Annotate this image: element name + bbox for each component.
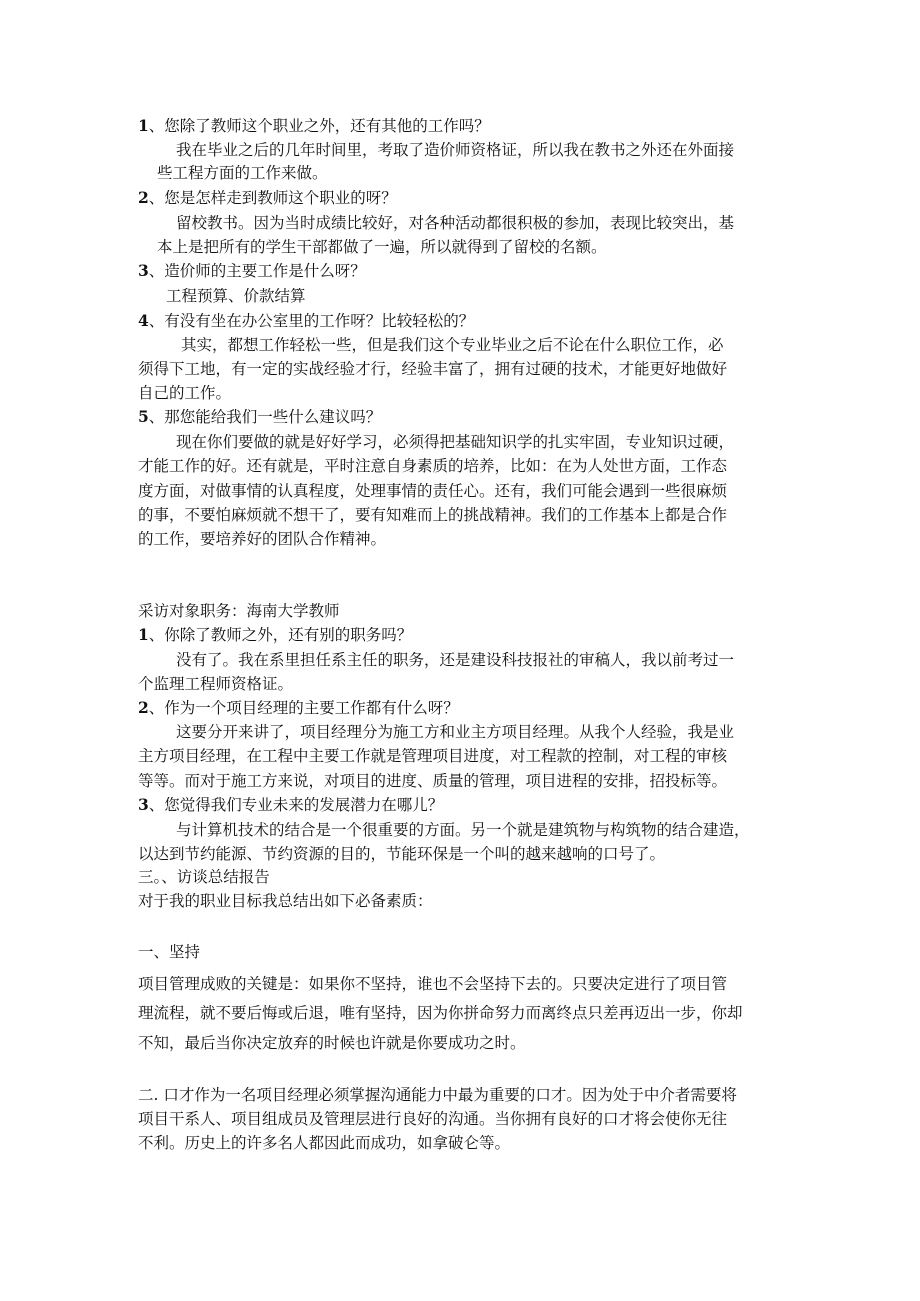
quality-2-line-2: 项目干系人、项目组成员及管理层进行良好的沟通。当你拥有良好的口才将会使你无往 — [138, 1110, 728, 1128]
question-text: 、您是怎样走到教师这个职业的呀？ — [148, 189, 397, 207]
question-2-1 — [138, 623, 412, 645]
question-text: 、造价师的主要工作是什么呀？ — [148, 262, 366, 280]
answer-2-2-line-3: 等等。而对于施工方来说，对项目的进度、质量的管理，项目进程的安排，招投标等。 — [138, 772, 728, 790]
question-2-2 — [138, 696, 459, 718]
answer-5-line-5: 的工作，要培养好的团队合作精神。 — [138, 530, 387, 548]
question-number: 3 — [138, 795, 149, 814]
answer-4-line-3: 自己的工作。 — [138, 384, 232, 402]
answer-2-line-2: 本上是把所有的学生干部都做了一遍，所以就得到了留校的名额。 — [157, 238, 607, 256]
answer-5-line-3: 度方面，对做事情的认真程度，处理事情的责任心。还有，我们可能会遇到一些很麻烦 — [138, 482, 728, 500]
question-3 — [138, 259, 366, 281]
answer-3: 工程预算、价款结算 — [166, 287, 306, 305]
interviewee-title: 采访对象职务：海南大学教师 — [138, 602, 340, 620]
quality-1-line-1: 项目管理成败的关键是：如果你不坚持，谁也不会坚持下去的。只要决定进行了项目管 — [138, 975, 728, 993]
quality-1-title: 一、坚持 — [138, 943, 201, 961]
answer-2-3-line-2: 以达到节约能源、节约资源的目的，节能环保是一个叫的越来越响的口号了。 — [138, 845, 666, 863]
question-text: 、您除了教师这个职业之外，还有其他的工作吗？ — [148, 117, 490, 135]
quality-1-line-3: 不知，最后当你决定放弃的时候也许就是你要成功之时。 — [138, 1034, 526, 1052]
question-number: 1 — [138, 116, 149, 135]
answer-4-line-1: 其实，都想工作轻松一些，但是我们这个专业毕业之后不论在什么职位工作，必 — [181, 336, 724, 354]
answer-5-line-1: 现在你们要做的就是好好学习，必须得把基础知识学的扎实牢固，专业知识过硬， — [176, 433, 735, 451]
question-number: 4 — [138, 311, 149, 330]
quality-1-line-2: 理流程，就不要后悔或后退，唯有坚持，因为你拼命努力而离终点只差再迈出一步，你却 — [138, 1004, 743, 1022]
quality-2-line-3: 不利。历史上的许多名人都因此而成功，如拿破仑等。 — [138, 1134, 511, 1152]
question-2 — [138, 186, 397, 208]
question-text: 、那您能给我们一些什么建议吗？ — [148, 408, 382, 426]
answer-2-2-line-1: 这要分开来讲了，项目经理分为施工方和业主方项目经理。从我个人经验，我是业 — [176, 723, 735, 741]
question-1 — [138, 114, 490, 136]
question-text: 、你除了教师之外，还有别的职务吗？ — [148, 626, 413, 644]
question-2-3 — [138, 793, 443, 815]
answer-2-1-line-2: 个监理工程师资格证。 — [138, 675, 294, 693]
question-number: 2 — [138, 188, 149, 207]
question-text: 、您觉得我们专业未来的发展潜力在哪儿？ — [148, 796, 444, 814]
question-number: 5 — [138, 407, 149, 426]
answer-1-line-2: 些工程方面的工作来做。 — [157, 164, 328, 182]
question-number: 2 — [138, 698, 149, 717]
summary-intro: 对于我的职业目标我总结出如下必备素质： — [138, 892, 433, 910]
answer-4-line-2: 须得下工地，有一定的实战经验才行，经验丰富了，拥有过硬的技术，才能更好地做好 — [138, 360, 728, 378]
question-number: 1 — [138, 625, 149, 644]
answer-5-line-4: 的事，不要怕麻烦就不想干了，要有知难而上的挑战精神。我们的工作基本上都是合作 — [138, 506, 728, 524]
question-text: 、作为一个项目经理的主要工作都有什么呀？ — [148, 699, 459, 717]
answer-1-line-1: 我在毕业之后的几年时间里，考取了造价师资格证，所以我在教书之外还在外面接 — [176, 141, 735, 159]
question-5 — [138, 405, 381, 427]
answer-2-line-1: 留校教书。因为当时成绩比较好，对各种活动都很积极的参加，表现比较突出，基 — [176, 214, 735, 232]
question-4 — [138, 309, 474, 331]
answer-2-3-line-1: 与计算机技术的结合是一个很重要的方面。另一个就是建筑物与构筑物的结合建造， — [176, 821, 750, 839]
answer-2-2-line-2: 主方项目经理，在工程中主要工作就是管理项目进度，对工程款的控制，对工程的审核 — [138, 747, 728, 765]
summary-heading: 三。、访谈总结报告 — [138, 868, 270, 886]
answer-2-1-line-1: 没有了。我在系里担任系主任的职务，还是建设科技报社的审稿人，我以前考过一 — [176, 651, 735, 669]
question-number: 3 — [138, 261, 149, 280]
answer-5-line-2: 才能工作的好。还有就是，平时注意自身素质的培养，比如：在为人处世方面，工作态 — [138, 457, 728, 475]
quality-2-line-1: 二. 口才作为一名项目经理必须掌握沟通能力中最为重要的口才。因为处于中介者需要将 — [138, 1086, 737, 1104]
question-text: 、有没有坐在办公室里的工作呀？比较轻松的？ — [148, 312, 475, 330]
